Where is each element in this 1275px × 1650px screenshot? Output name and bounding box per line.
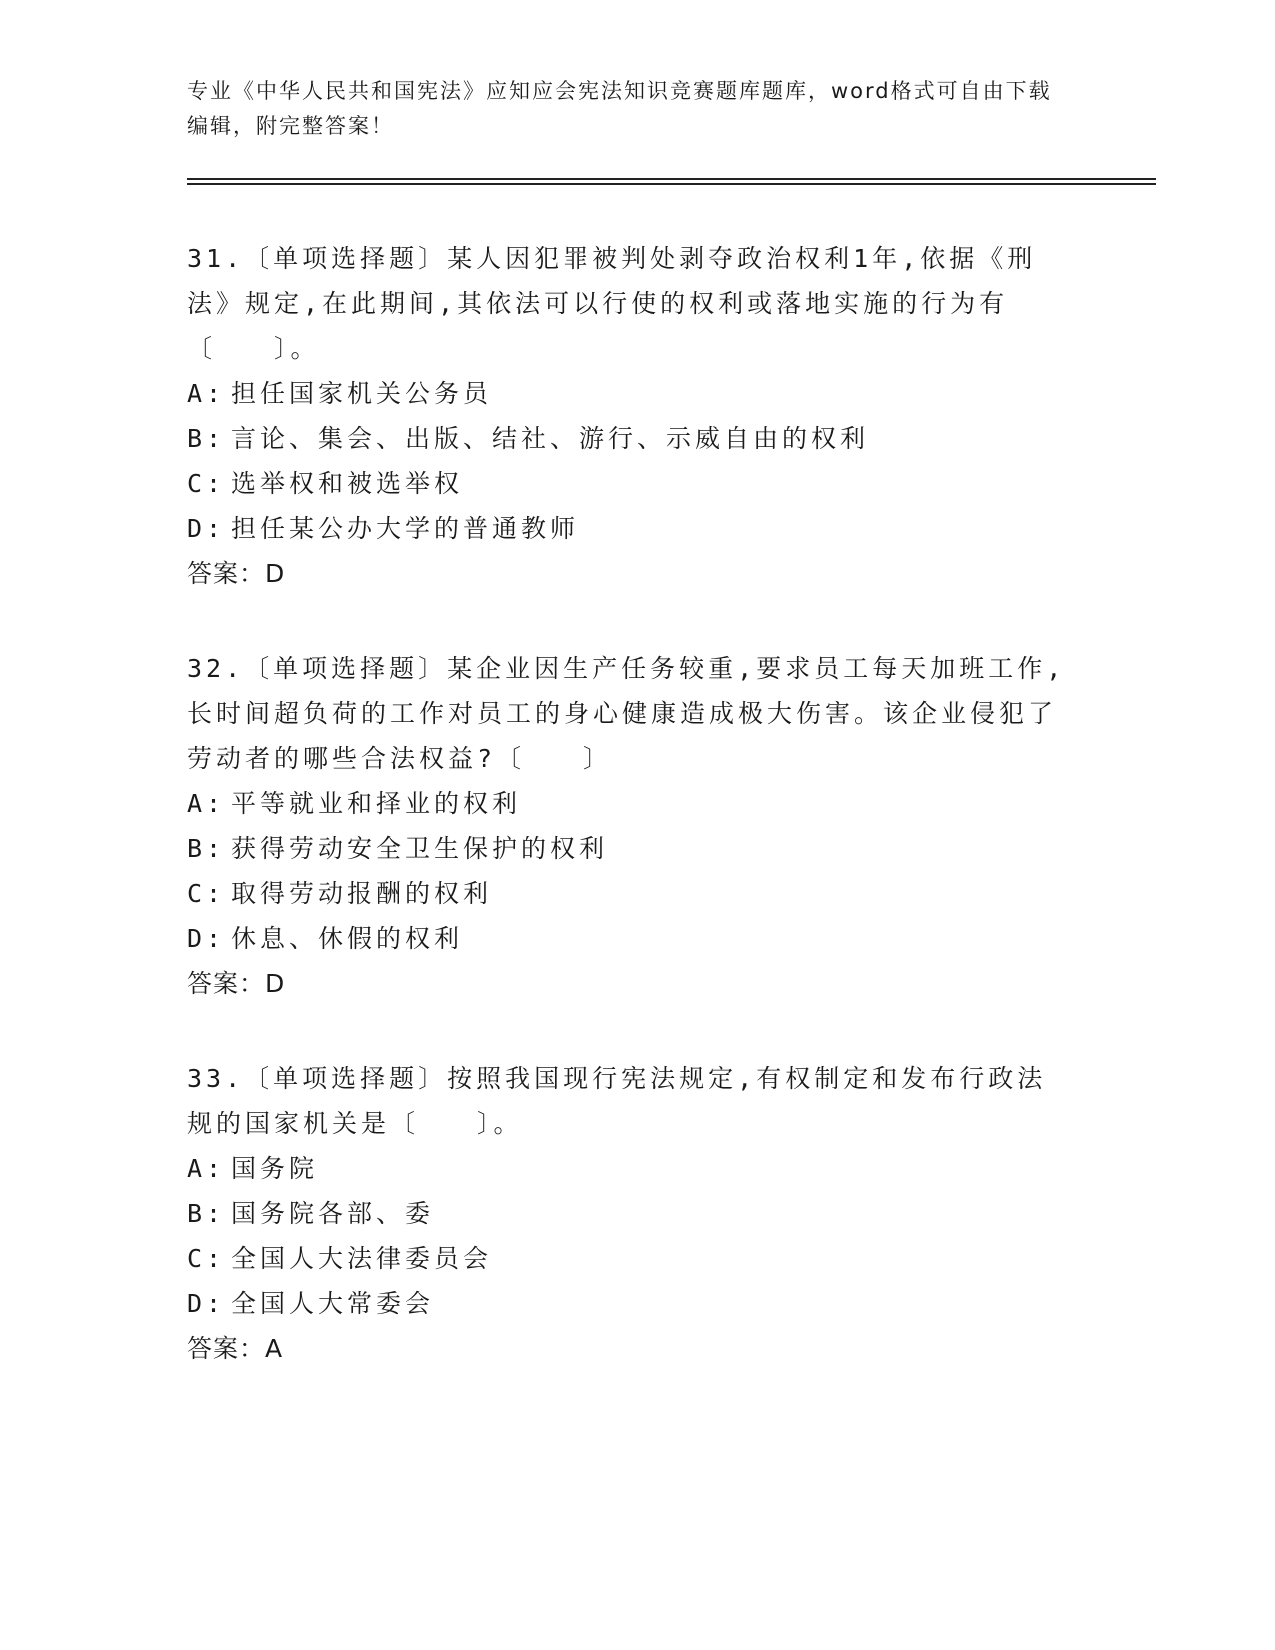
option-text: 担任某公办大学的普通教师 [231,514,580,543]
option-text: 休息、休假的权利 [231,924,464,953]
answer-line: 答案：D [187,969,286,998]
option-letter: D: [187,514,226,543]
option-d [187,506,1067,551]
question-stem: 32.〔单项选择题〕某企业因生产任务较重,要求员工每天加班工作,长时间超负荷的工作对员工的身心健康造成极大伤害。该企业侵犯了劳动者的哪些合法权益?〔 〕 [187,654,1066,773]
option-a [187,781,1067,826]
option-text: 全国人大法律委员会 [231,1244,493,1273]
option-text: 获得劳动安全卫生保护的权利 [231,834,609,863]
option-letter: B: [187,424,226,453]
option-d [187,916,1067,961]
option-c [187,871,1067,916]
option-b [187,1191,1067,1236]
question-stem: 31.〔单项选择题〕某人因犯罪被判处剥夺政治权利1年,依据《刑法》规定,在此期间,其依法可以行使的权利或落地实施的行为有〔 〕。 [187,244,1037,363]
option-letter: B: [187,1199,226,1228]
question-33 [187,1056,1067,1371]
option-a [187,1146,1067,1191]
answer-line: 答案：A [187,1334,284,1363]
option-letter: A: [187,789,226,818]
option-letter: A: [187,379,226,408]
option-text: 担任国家机关公务员 [231,379,493,408]
option-letter: C: [187,469,226,498]
option-text: 言论、集会、出版、结社、游行、示威自由的权利 [231,424,870,453]
option-letter: D: [187,924,226,953]
question-stem: 33.〔单项选择题〕按照我国现行宪法规定,有权制定和发布行政法规的国家机关是〔 〕。 [187,1064,1047,1138]
option-letter: C: [187,879,226,908]
option-d [187,1281,1067,1326]
option-text: 全国人大常委会 [231,1289,435,1318]
option-a [187,371,1067,416]
header-divider-bottom [187,183,1156,185]
question-31 [187,236,1067,596]
option-text: 平等就业和择业的权利 [231,789,522,818]
option-text: 国务院各部、委 [231,1199,435,1228]
option-letter: B: [187,834,226,863]
option-c [187,461,1067,506]
option-letter: D: [187,1289,226,1318]
option-c [187,1236,1067,1281]
question-32 [187,646,1067,1006]
option-text: 选举权和被选举权 [231,469,464,498]
header-divider-top [187,178,1156,180]
option-letter: A: [187,1154,226,1183]
document-header: 专业《中华人民共和国宪法》应知应会宪法知识竞赛题库题库，word格式可自由下载编辑，附完整答案！ [187,79,1052,138]
option-letter: C: [187,1244,226,1273]
option-text: 取得劳动报酬的权利 [231,879,493,908]
option-b [187,416,1067,461]
option-text: 国务院 [231,1154,319,1183]
option-b [187,826,1067,871]
answer-line: 答案：D [187,559,286,588]
